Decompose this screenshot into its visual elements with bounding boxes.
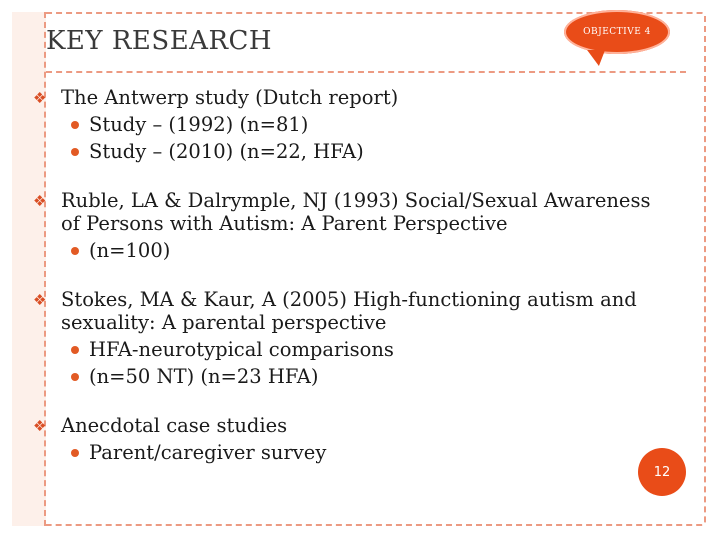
item-text: Ruble, LA & Dalrymple, NJ (1993) Social/Sexual Awareness of Persons with Autism: A Parent Perspective <box>61 189 651 235</box>
sub-list <box>61 439 673 466</box>
list-item <box>33 414 673 466</box>
page-number-badge: 12 <box>638 448 686 496</box>
dot-icon <box>71 346 79 354</box>
dot-icon <box>71 373 79 381</box>
dot-icon <box>71 247 79 255</box>
sub-item: Study – (2010) (n=22, HFA) <box>61 138 673 165</box>
sub-item: (n=50 NT) (n=23 HFA) <box>61 363 673 390</box>
bullet-icon: ❖ <box>33 417 47 435</box>
objective-bubble <box>564 10 670 54</box>
sub-list <box>61 237 673 264</box>
dot-icon <box>71 148 79 156</box>
item-text: The Antwerp study (Dutch report) <box>61 86 399 109</box>
dot-icon <box>71 449 79 457</box>
sub-item: HFA-neurotypical comparisons <box>61 336 673 363</box>
bullet-icon: ❖ <box>33 89 47 107</box>
title-divider <box>46 71 686 73</box>
sub-item: Study – (1992) (n=81) <box>61 111 673 138</box>
page-title: KEY RESEARCH <box>46 26 273 56</box>
bullet-icon: ❖ <box>33 291 47 309</box>
item-text: Stokes, MA & Kaur, A (2005) High-functioning autism and sexuality: A parental perspective <box>61 288 637 334</box>
item-text: Anecdotal case studies <box>61 414 288 437</box>
list-item <box>33 189 673 264</box>
sub-list <box>61 111 673 165</box>
dot-icon <box>71 121 79 129</box>
sub-list <box>61 336 673 390</box>
list-item <box>33 86 673 165</box>
content-list <box>33 86 673 466</box>
sub-item: Parent/caregiver survey <box>61 439 673 466</box>
bullet-icon: ❖ <box>33 192 47 210</box>
sub-item: (n=100) <box>61 237 673 264</box>
objective-label: OBJECTIVE 4 <box>583 27 651 37</box>
list-item <box>33 288 673 390</box>
